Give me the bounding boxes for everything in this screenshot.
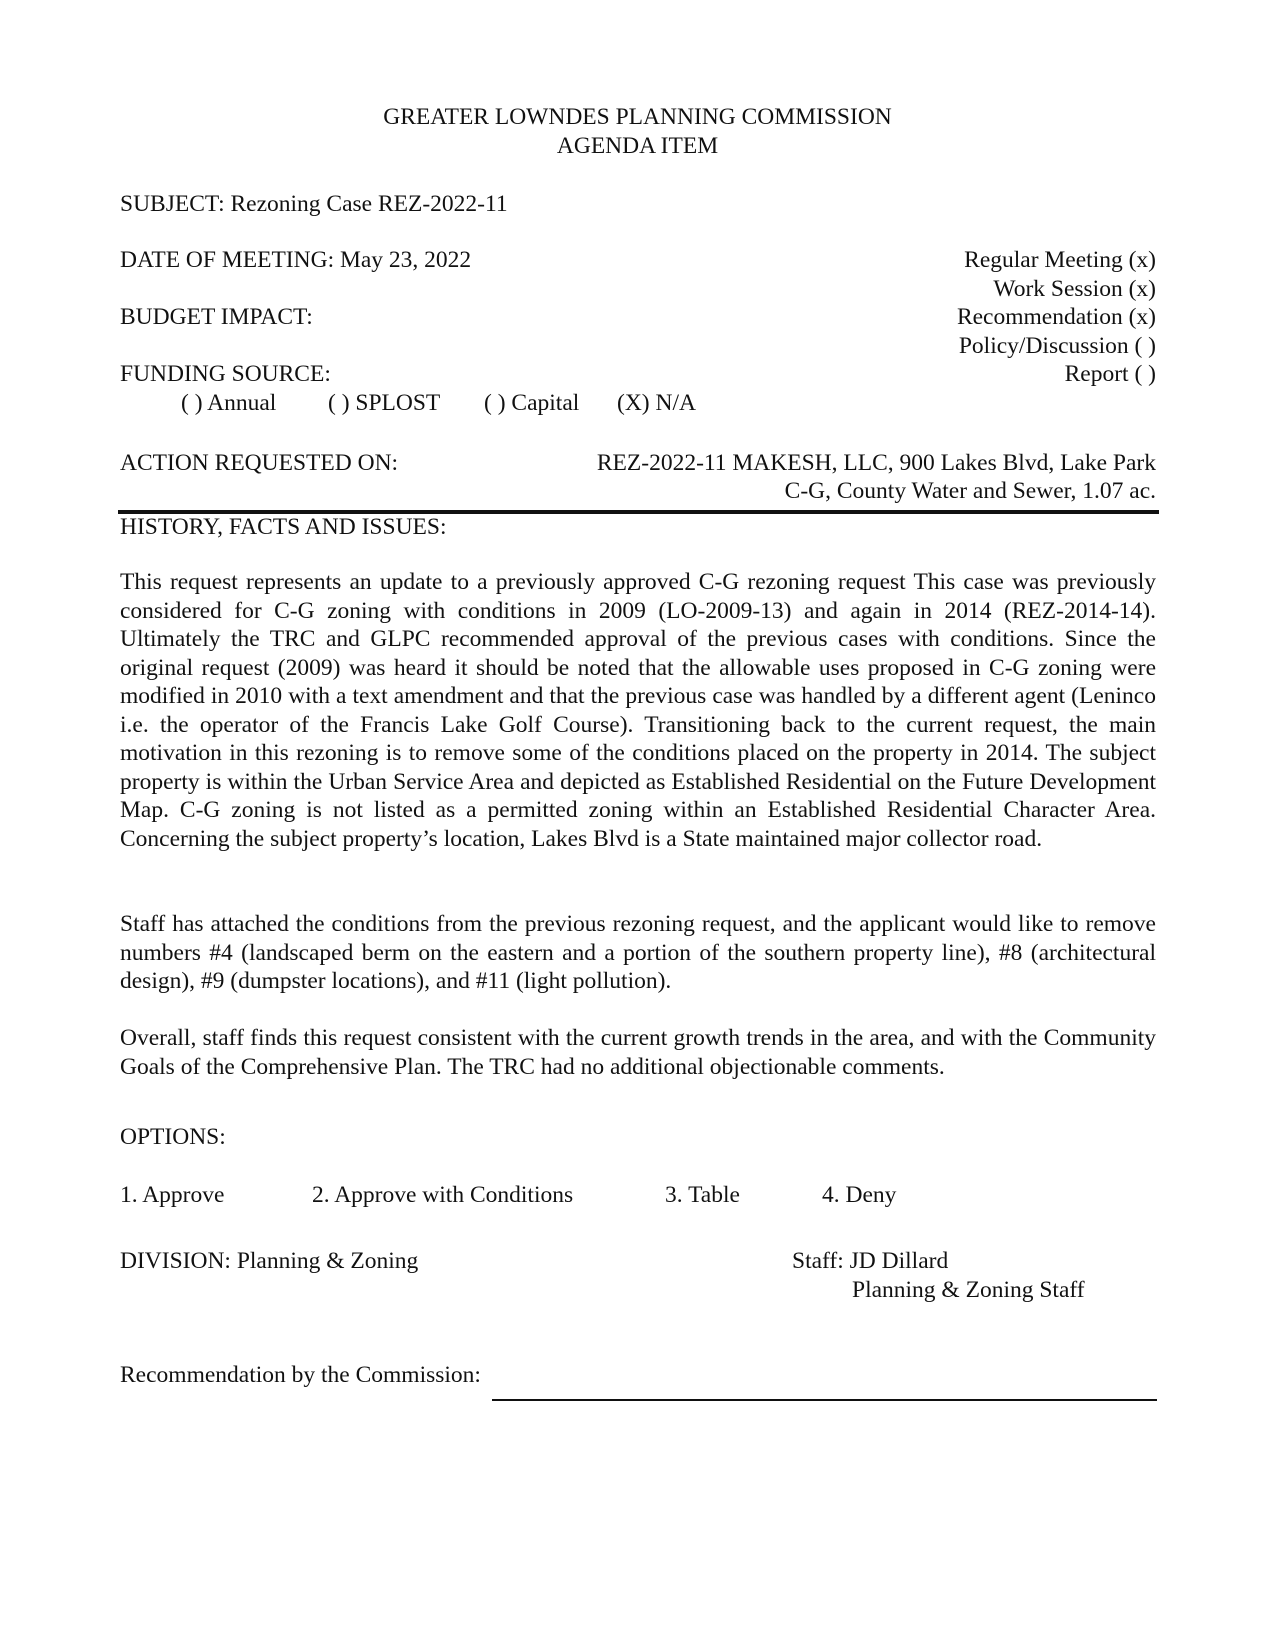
header-title: GREATER LOWNDES PLANNING COMMISSION bbox=[383, 104, 892, 130]
action-requested-line1: REZ-2022-11 MAKESH, LLC, 900 Lakes Blvd, Lake Park bbox=[596, 450, 1156, 476]
history-paragraph-1: This request represents an update to a previously approved C-G rezoning request This case was previously considered for C-G zoning with conditions in 2009 (LO-2009-13) and again in 2014 (REZ-2014-14). Ultimately the TRC and GLPC recommended approval of the previous cases with conditions. Since the original request (2009) was heard it should be noted that the allowable uses proposed in C-G zoning were modified in 2010 with a text amendment and that the previous case was handled by a different agent (Leninco i.e. the operator of the Francis Lake Golf Course). Transitioning back to the current request, the main motivation in this rezoning is to remove some of the conditions placed on the property in 2014. The subject property is within the Urban Service Area and depicted as Established Residential on the Future Development Map. C-G zoning is not listed as a permitted zoning within an Established Residential Character Area. Concerning the subject property’s location, Lakes Blvd is a State maintained major collector road. bbox=[120, 569, 1156, 852]
options-heading: OPTIONS: bbox=[120, 1124, 226, 1150]
action-requested-label: ACTION REQUESTED ON: bbox=[120, 450, 399, 476]
history-paragraph-3: Overall, staff finds this request consistent with the current growth trends in the area, and with the Community Goals of the Comprehensive Plan. The TRC had no additional objectionable comments. bbox=[120, 1025, 1156, 1080]
header-subtitle: AGENDA ITEM bbox=[556, 133, 719, 159]
staff-title: Planning & Zoning Staff bbox=[852, 1277, 1085, 1303]
meeting-type-policy: Policy/Discussion ( ) bbox=[958, 333, 1156, 359]
meeting-type-report: Report ( ) bbox=[1064, 361, 1156, 387]
staff-name: Staff: JD Dillard bbox=[792, 1248, 949, 1274]
recommendation-label: Recommendation by the Commission: bbox=[120, 1362, 481, 1388]
action-requested-line2: C-G, County Water and Sewer, 1.07 ac. bbox=[784, 478, 1156, 504]
option-approve-with-conditions: 2. Approve with Conditions bbox=[312, 1182, 574, 1208]
funding-option-annual: ( ) Annual bbox=[181, 390, 277, 416]
history-heading: HISTORY, FACTS AND ISSUES: bbox=[120, 514, 447, 540]
subject: SUBJECT: Rezoning Case REZ-2022-11 bbox=[120, 191, 508, 217]
funding-source-label: FUNDING SOURCE: bbox=[120, 361, 331, 387]
option-table: 3. Table bbox=[665, 1182, 740, 1208]
recommendation-line[interactable] bbox=[492, 1399, 1157, 1401]
meeting-type-work-session: Work Session (x) bbox=[993, 276, 1156, 302]
date-of-meeting: DATE OF MEETING: May 23, 2022 bbox=[120, 247, 472, 273]
funding-option-capital: ( ) Capital bbox=[484, 390, 580, 416]
funding-option-splost: ( ) SPLOST bbox=[328, 390, 441, 416]
meeting-type-regular: Regular Meeting (x) bbox=[964, 247, 1156, 273]
meeting-type-recommendation: Recommendation (x) bbox=[956, 304, 1156, 330]
history-paragraph-2: Staff has attached the conditions from the previous rezoning request, and the applicant would like to remove numbers #4 (landscaped berm on the eastern and a portion of the southern property line), #8 (architectural design), #9 (dumpster locations), and #11 (light pollution). bbox=[120, 911, 1156, 994]
option-deny: 4. Deny bbox=[822, 1182, 897, 1208]
funding-option-na: (X) N/A bbox=[617, 390, 696, 416]
budget-impact: BUDGET IMPACT: bbox=[120, 304, 313, 330]
division: DIVISION: Planning & Zoning bbox=[120, 1248, 419, 1274]
option-approve: 1. Approve bbox=[120, 1182, 225, 1208]
